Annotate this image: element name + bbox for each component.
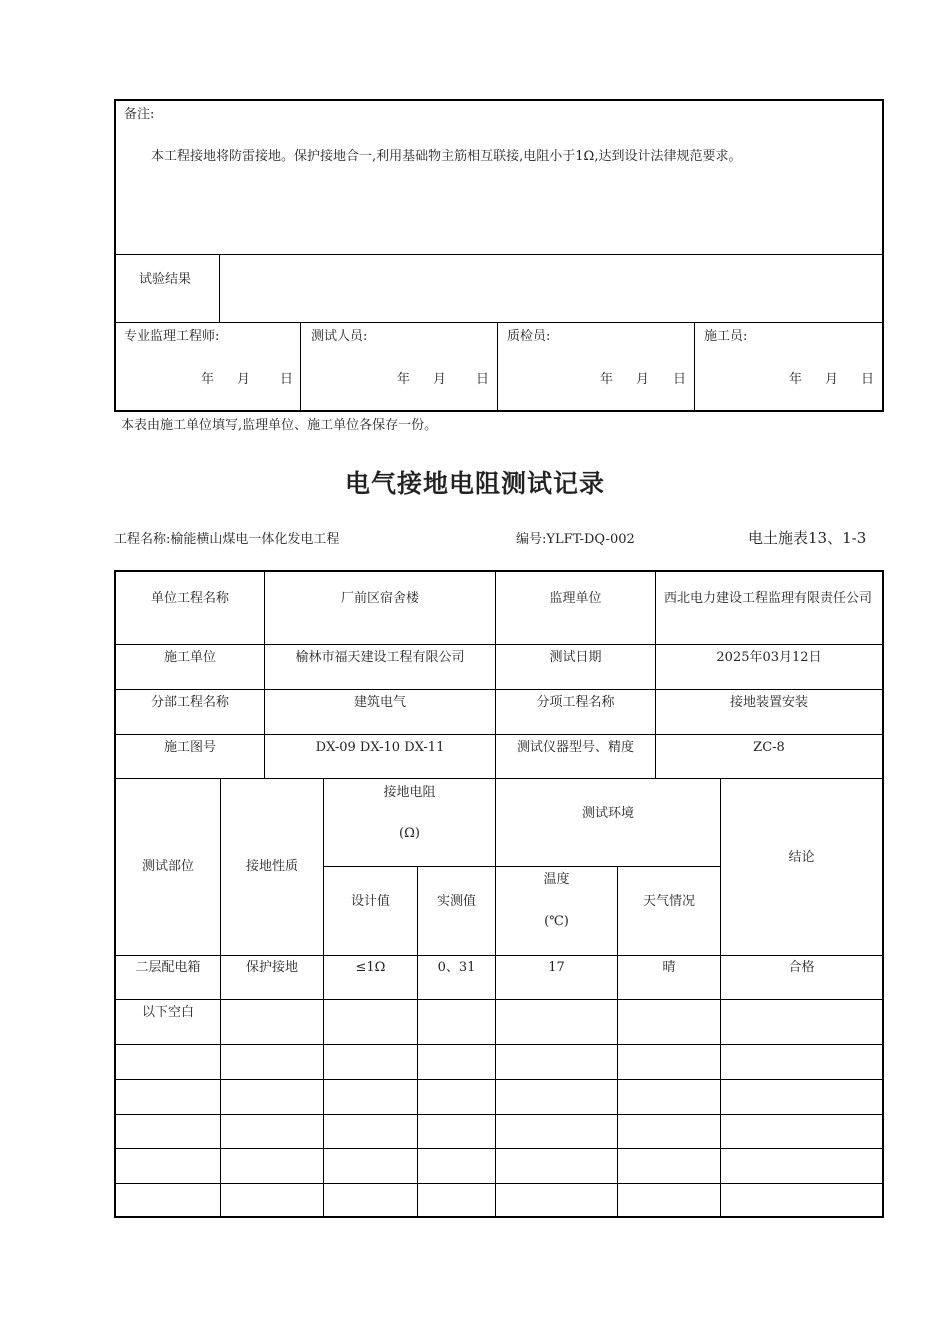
signature-label-tester: 测试人员: bbox=[311, 329, 368, 344]
table-cell: 0、31 bbox=[437, 960, 476, 975]
remarks-text: 本工程接地将防雷接地。保护接地合一,利用基础物主筋相互联接,电阻小于1Ω,达到设计法律规范要求。 bbox=[151, 149, 742, 164]
signature-day: 日 bbox=[476, 372, 490, 387]
subitem-label: 分项工程名称 bbox=[536, 695, 615, 710]
header-measured-value: 实测值 bbox=[436, 894, 476, 909]
table-cell bbox=[618, 1000, 720, 1026]
header-environment: 测试环境 bbox=[581, 806, 634, 821]
header-location: 测试部位 bbox=[141, 859, 194, 874]
table-cell: ≤1Ω bbox=[355, 960, 386, 975]
table-cell: 晴 bbox=[662, 960, 676, 975]
header-resistance: 接地电阻 bbox=[383, 785, 436, 800]
test-date-value: 2025年03月12日 bbox=[716, 650, 822, 665]
table-cell bbox=[221, 1000, 323, 1026]
remarks-label: 备注: bbox=[124, 107, 155, 122]
signature-year: 年 bbox=[397, 372, 411, 387]
drawing-label: 施工图号 bbox=[163, 740, 216, 755]
header-resistance-unit: (Ω) bbox=[399, 826, 420, 841]
table-cell bbox=[496, 1000, 617, 1026]
signature-year: 年 bbox=[600, 372, 614, 387]
project-name: 工程名称:榆能横山煤电一体化发电工程 bbox=[114, 532, 340, 547]
signature-day: 日 bbox=[673, 372, 687, 387]
table-cell bbox=[324, 1000, 417, 1026]
subitem-value: 接地装置安装 bbox=[729, 695, 808, 710]
drawing-value: DX-09 DX-10 DX-11 bbox=[315, 740, 445, 755]
unit-project-value: 厂前区宿舍楼 bbox=[340, 591, 419, 606]
table-cell: 合格 bbox=[788, 960, 815, 975]
table-cell bbox=[721, 1000, 882, 1026]
division-label: 分部工程名称 bbox=[150, 695, 229, 710]
signature-year: 年 bbox=[201, 372, 215, 387]
instrument-label: 测试仪器型号、精度 bbox=[516, 740, 634, 755]
signature-day: 日 bbox=[280, 372, 294, 387]
form-number: 电土施表13、1-3 bbox=[748, 529, 867, 547]
result-label: 试验结果 bbox=[139, 272, 192, 287]
signature-label-supervisor: 专业监理工程师: bbox=[124, 329, 220, 344]
header-weather: 天气情况 bbox=[642, 894, 695, 909]
page-title: 电气接地电阻测试记录 bbox=[344, 469, 605, 498]
supervisor-label: 监理单位 bbox=[549, 591, 602, 606]
signature-label-worker: 施工员: bbox=[704, 329, 748, 344]
header-conclusion: 结论 bbox=[788, 849, 815, 865]
header-nature: 接地性质 bbox=[245, 859, 298, 874]
header-temperature-unit: (℃) bbox=[544, 914, 569, 929]
serial-number: 编号:YLFT-DQ-002 bbox=[516, 532, 635, 547]
signature-label-inspector: 质检员: bbox=[507, 329, 551, 344]
signature-month: 月 bbox=[237, 372, 251, 387]
signature-month: 月 bbox=[433, 372, 447, 387]
test-date-label: 测试日期 bbox=[549, 650, 602, 665]
footnote: 本表由施工单位填写,监理单位、施工单位各保存一份。 bbox=[121, 418, 438, 433]
table-cell bbox=[418, 1000, 495, 1026]
table-cell: 17 bbox=[548, 960, 565, 975]
instrument-value: ZC-8 bbox=[753, 740, 785, 755]
constructor-value: 榆林市福天建设工程有限公司 bbox=[295, 650, 465, 665]
constructor-label: 施工单位 bbox=[163, 650, 216, 665]
header-design-value: 设计值 bbox=[350, 894, 390, 909]
table-cell: 以下空白 bbox=[141, 1005, 194, 1020]
signature-month: 月 bbox=[825, 372, 839, 387]
signature-month: 月 bbox=[636, 372, 650, 387]
supervisor-value: 西北电力建设工程监理有限责任公司 bbox=[663, 591, 872, 606]
division-value: 建筑电气 bbox=[353, 695, 406, 710]
table-cell: 保护接地 bbox=[245, 960, 298, 975]
header-temperature: 温度 bbox=[543, 872, 570, 887]
signature-day: 日 bbox=[861, 372, 875, 387]
unit-project-label: 单位工程名称 bbox=[150, 591, 229, 606]
table-cell: 二层配电箱 bbox=[135, 960, 201, 975]
signature-year: 年 bbox=[789, 372, 803, 387]
